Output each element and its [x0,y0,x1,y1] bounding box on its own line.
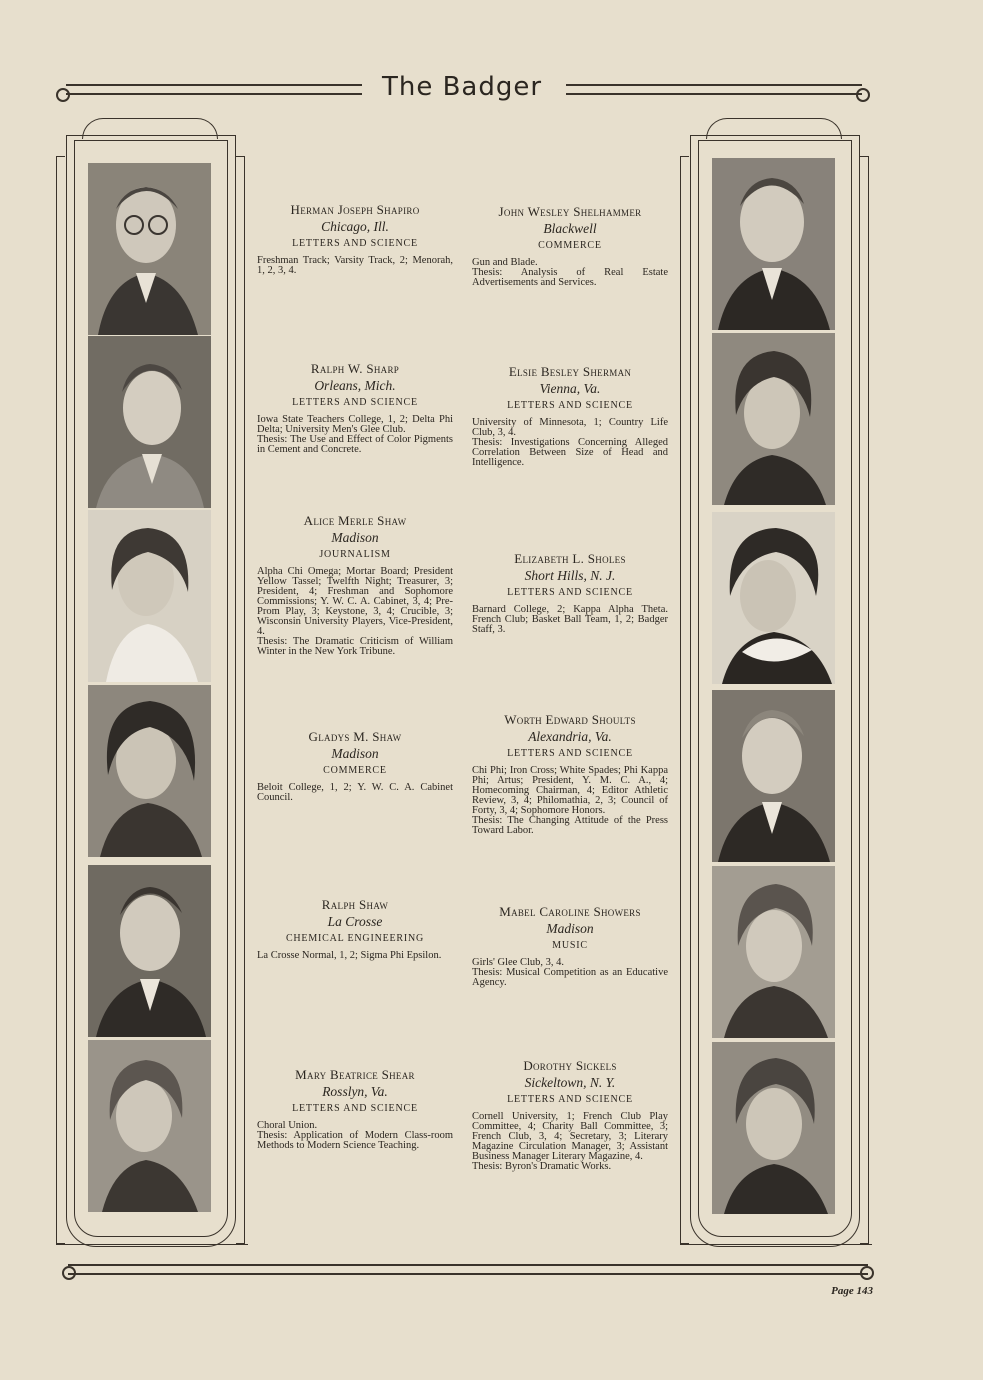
entry-activities: Girls' Glee Club, 3, 4. [472,957,565,968]
entry-activities: Gun and Blade. [472,257,538,268]
entry-town: Madison [546,921,594,936]
entry-shelhammer [472,204,668,288]
entry-alice-shaw [257,513,453,657]
portrait-shear [88,1040,211,1212]
portrait-alice-shaw [88,510,211,682]
entry-sherman [472,364,668,468]
page-title: The Badger [381,72,543,102]
entry-name: Alice Merle Shaw [303,513,407,528]
portrait-sickels [712,1042,835,1214]
entry-town: Blackwell [543,221,597,236]
entry-thesis: Thesis: The Changing Attitude of the Press Toward Labor. [472,815,668,836]
entry-activities: La Crosse Normal, 1, 2; Sigma Phi Epsilon. [257,950,442,961]
entry-town: Vienna, Va. [539,381,601,396]
entry-name: Elizabeth L. Sholes [514,551,626,566]
entry-thesis: Thesis: Investigations Concerning Alleged Correlation Between Size of Head and Intelligence. [472,437,668,468]
entry-showers [472,904,668,988]
entry-activities: Freshman Track; Varsity Track, 2; Menorah, 1, 2, 3, 4. [257,255,453,276]
entry-activities: Alpha Chi Omega; Mortar Board; President Yellow Tassel; Twelfth Night; Treasurer, 3; President, 4; Freshman and Sophomore Commissions; Y. W. C. A. Cabinet, 3, 4; Pre-Prom Play, 3; Keystone, 3, 4; Crucible, 3; Wisconsin University Players, Vice-President, 4. [257,566,453,637]
entry-activities: Barnard College, 2; Kappa Alpha Theta. French Club; Basket Ball Team, 1, 2; Badger Staff, 3. [472,604,668,635]
entry-name: Worth Edward Shoults [504,712,636,727]
entry-college: LETTERS AND SCIENCE [292,1103,418,1114]
entry-sharp [257,361,453,455]
entry-activities: Choral Union. [257,1120,318,1131]
entry-shear [257,1067,453,1151]
entry-shoults [472,712,668,836]
entry-college: LETTERS AND SCIENCE [507,587,633,598]
footer-scroll-right-ornament [860,1266,874,1280]
entry-college: LETTERS AND SCIENCE [507,748,633,759]
entry-college: LETTERS AND SCIENCE [292,397,418,408]
entry-name: Gladys M. Shaw [308,729,402,744]
page-number: Page 143 [831,1285,873,1297]
entry-thesis: Thesis: Application of Modern Class-room Methods to Modern Science Teaching. [257,1130,453,1151]
left-frame-wing-right [236,156,245,1244]
entry-activities: Cornell University, 1; French Club Play Committee, 4; Charity Ball Committee, 3; French Club, 3, 4; Secretary, 3; Literary Magazine Circulation Manager, 3; Assistant Business Manager Literary Magazine, 4. [472,1111,668,1162]
footer-rule [68,1264,868,1275]
right-frame-base [680,1244,872,1245]
entry-college: LETTERS AND SCIENCE [507,1094,633,1105]
left-frame-base [56,1244,248,1245]
entry-college: LETTERS AND SCIENCE [292,238,418,249]
portrait-sharp [88,336,211,508]
entry-college: COMMERCE [538,240,602,251]
entry-town: Madison [331,530,379,545]
header-scroll-right-ornament [856,88,870,102]
entry-college: COMMERCE [323,765,387,776]
entry-shapiro [257,202,453,276]
entry-activities: Beloit College, 1, 2; Y. W. C. A. Cabinet Council. [257,782,453,803]
entry-college: MUSIC [552,940,588,951]
header-rule-right [566,84,862,95]
entry-activities: Chi Phi; Iron Cross; White Spades; Phi Kappa Phi; Artus; President, Y. M. C. A., 4; Homecoming Chairman, 4; Editor Athletic Review, 3, 4; Philomathia, 2, 3; Council of Forty, 3, 4; Sophomore Honors. [472,765,668,816]
entry-name: John Wesley Shelhammer [498,204,642,219]
entry-town: La Crosse [327,914,383,929]
entry-town: Chicago, Ill. [321,219,389,234]
header-rule-left [66,84,362,95]
entry-town: Short Hills, N. J. [524,568,616,583]
entry-thesis: Thesis: Musical Competition as an Educative Agency. [472,967,668,988]
entry-sickels [472,1058,668,1172]
entry-town: Alexandria, Va. [528,729,612,744]
entry-name: Ralph W. Sharp [310,361,400,376]
portrait-shelhammer [712,158,835,330]
entry-college: JOURNALISM [319,549,391,560]
right-frame-wing-right [860,156,869,1244]
entry-college: LETTERS AND SCIENCE [507,400,633,411]
portrait-showers [712,866,835,1038]
entry-town: Sickeltown, N. Y. [524,1075,616,1090]
header-scroll-left-ornament [56,88,70,102]
entry-sholes [472,551,668,635]
entry-name: Mary Beatrice Shear [295,1067,415,1082]
entry-thesis: Thesis: The Dramatic Criticism of William Winter in the New York Tribune. [257,636,453,657]
entry-gladys-shaw [257,729,453,803]
portrait-shoults [712,690,835,862]
portrait-sholes [712,512,835,684]
entry-name: Ralph Shaw [321,897,389,912]
entry-name: Elsie Besley Sherman [508,364,632,379]
entry-name: Mabel Caroline Showers [499,904,641,919]
entry-name: Dorothy Sickels [523,1058,617,1073]
entry-thesis: Thesis: The Use and Effect of Color Pigments in Cement and Concrete. [257,434,453,455]
entry-name: Herman Joseph Shapiro [290,202,420,217]
entry-town: Madison [331,746,379,761]
entry-activities: University of Minnesota, 1; Country Life Club, 3, 4. [472,417,668,438]
entry-town: Rosslyn, Va. [322,1084,388,1099]
entry-ralph-shaw [257,897,453,961]
portrait-shapiro [88,163,211,335]
entry-activities: Iowa State Teachers College, 1, 2; Delta Phi Delta; University Men's Glee Club. [257,414,453,435]
entry-thesis: Thesis: Byron's Dramatic Works. [472,1161,612,1172]
portrait-gladys-shaw [88,685,211,857]
footer-scroll-left-ornament [62,1266,76,1280]
entry-town: Orleans, Mich. [314,378,396,393]
portrait-ralph-shaw [88,865,211,1037]
portrait-sherman [712,333,835,505]
left-frame-wing-left [56,156,65,1244]
entry-college: CHEMICAL ENGINEERING [285,933,425,944]
entry-thesis: Thesis: Analysis of Real Estate Advertisements and Services. [472,267,668,288]
right-frame-wing-left [680,156,689,1244]
